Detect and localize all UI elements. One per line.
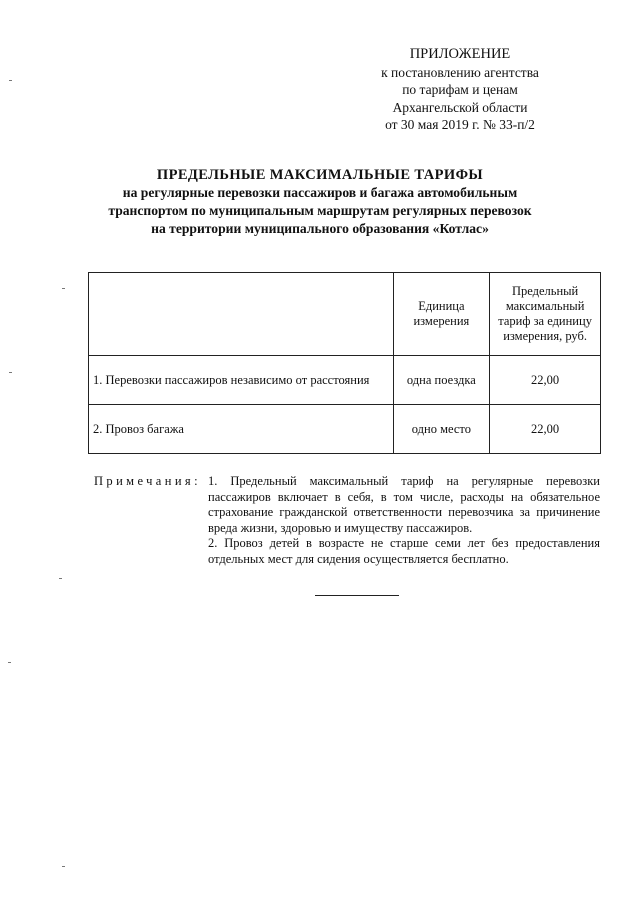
unit-cell: одна поездка bbox=[393, 356, 490, 405]
note-item: 2. Провоз детей в возрасте не старше семи лет без предоставления отдельных мест для сидения осуществляется бесплатно. bbox=[208, 536, 600, 566]
appendix-line: по тарифам и ценам bbox=[402, 82, 518, 97]
note-item: 1. Предельный максимальный тариф на регулярные перевозки пассажиров включает в себя, в том числе, расходы на обязательное страхование гражданской ответственности перевозчика за причинение вреда жизни, здоровью и имуществу пассажиров. bbox=[208, 474, 600, 535]
scan-speck bbox=[9, 80, 12, 81]
tariff-table bbox=[88, 272, 601, 454]
document-title bbox=[60, 166, 580, 238]
title-line: транспортом по муниципальным маршрутам регулярных перевозок bbox=[108, 203, 532, 218]
scan-speck bbox=[8, 662, 11, 663]
header-cell-service bbox=[89, 273, 394, 356]
appendix-block bbox=[340, 46, 580, 134]
appendix-line: к постановлению агентства bbox=[381, 64, 539, 80]
notes-label: Примечания: bbox=[94, 474, 201, 488]
scan-speck bbox=[9, 372, 12, 373]
appendix-date: от 30 мая 2019 г. № 33-п/2 bbox=[385, 117, 535, 132]
table-header-row bbox=[89, 273, 601, 356]
notes-list bbox=[208, 474, 600, 567]
title-heading: ПРЕДЕЛЬНЫЕ МАКСИМАЛЬНЫЕ ТАРИФЫ bbox=[156, 167, 484, 183]
tariff-cell: 22,00 bbox=[490, 356, 601, 405]
table-row bbox=[89, 405, 601, 454]
scan-speck bbox=[59, 578, 62, 579]
title-line: на территории муниципального образования «Котлас» bbox=[151, 221, 489, 236]
end-divider bbox=[315, 595, 399, 596]
appendix-line: Архангельской области bbox=[392, 99, 528, 115]
appendix-title: ПРИЛОЖЕНИЕ bbox=[409, 46, 511, 62]
unit-cell: одно место bbox=[393, 405, 490, 454]
table-row bbox=[89, 356, 601, 405]
scan-speck bbox=[62, 866, 65, 867]
title-line: на регулярные перевозки пассажиров и багажа автомобильным bbox=[122, 185, 518, 200]
header-cell-unit: Единица измерения bbox=[393, 273, 490, 356]
service-cell: 2. Провоз багажа bbox=[89, 405, 394, 454]
header-cell-tariff: Предельный максимальный тариф за единицу измерения, руб. bbox=[490, 273, 601, 356]
service-cell: 1. Перевозки пассажиров независимо от расстояния bbox=[89, 356, 394, 405]
tariff-cell: 22,00 bbox=[490, 405, 601, 454]
scan-speck bbox=[62, 288, 65, 289]
